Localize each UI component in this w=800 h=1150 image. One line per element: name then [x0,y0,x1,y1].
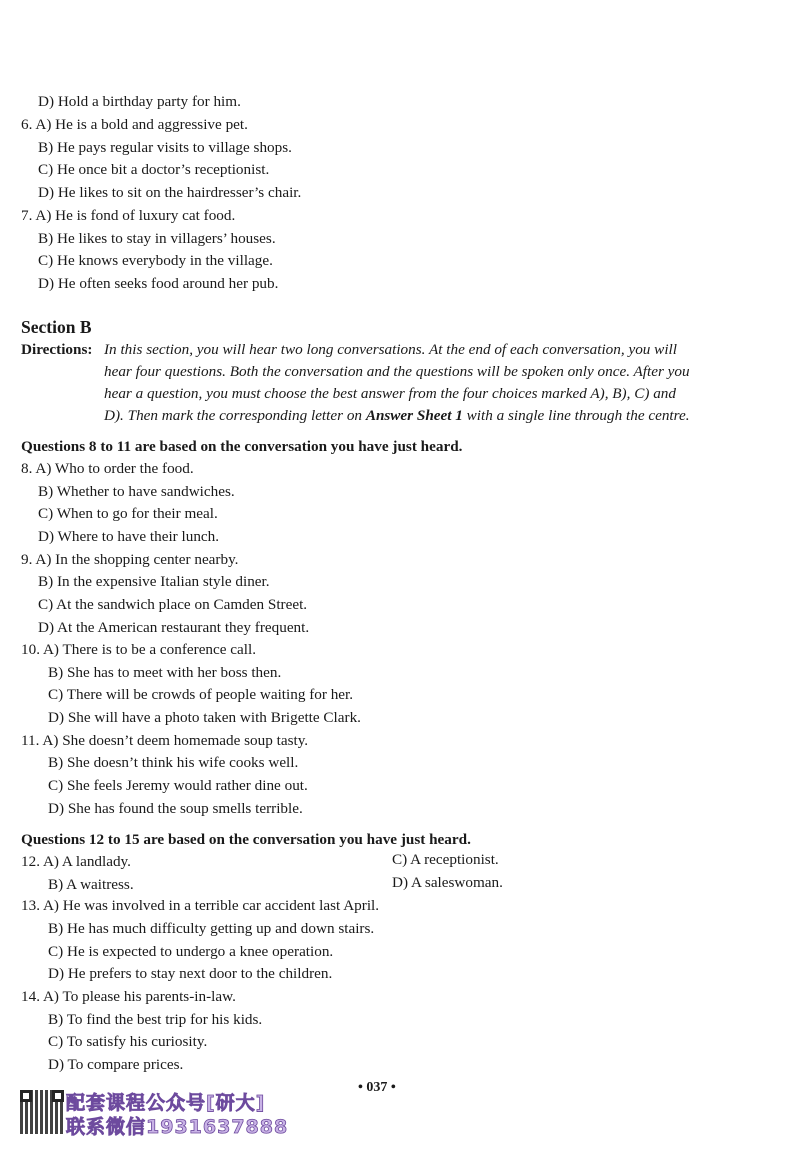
option-line: C) He is expected to undergo a knee operation. [48,943,334,960]
option-line: B) In the expensive Italian style diner. [38,573,270,590]
option-line: D) He prefers to stay next door to the children. [48,965,333,982]
directions-text: hear a question, you must choose the best answer from the four choices marked A), B), C) and [104,385,676,402]
directions-text: D). Then mark the corresponding letter on Answer Sheet 1 with a single line through the centre. [104,407,690,424]
option-line: B) He likes to stay in villagers’ houses. [38,230,276,247]
question-line: 8. A) Who to order the food. [21,460,194,477]
option-line: B) He has much difficulty getting up and down stairs. [48,920,375,937]
option-line: C) When to go for their meal. [38,505,218,522]
option-line: C) She feels Jeremy would rather dine out. [48,777,308,794]
question-line: 9. A) In the shopping center nearby. [21,551,239,568]
option-line: B) She doesn’t think his wife cooks well. [48,754,299,771]
question-group-header: Questions 8 to 11 are based on the conversation you have just heard. [21,438,463,455]
option-line: B) A waitress. [48,876,134,893]
option-line: D) A saleswoman. [392,874,503,891]
option-line: D) She has found the soup smells terrible. [48,800,303,817]
option-line: D) She will have a photo taken with Brigette Clark. [48,709,361,726]
question-line: 13. A) He was involved in a terrible car accident last April. [21,897,380,914]
option-line: C) A receptionist. [392,851,499,868]
option-line: C) There will be crowds of people waiting for her. [48,686,354,703]
question-line: 7. A) He is fond of luxury cat food. [21,207,236,224]
option-line: B) To find the best trip for his kids. [48,1011,263,1028]
question-group-header: Questions 12 to 15 are based on the conversation you have just heard. [21,831,471,848]
question-line: 10. A) There is to be a conference call. [21,641,257,658]
answer-sheet-ref: Answer Sheet 1 [365,407,463,424]
question-line: 14. A) To please his parents-in-law. [21,988,236,1005]
option-line: B) She has to meet with her boss then. [48,664,282,681]
option-line: C) At the sandwich place on Camden Street. [38,596,308,613]
page-number: • 037 • [358,1080,396,1095]
section-title: Section B [21,317,92,337]
directions-label: Directions: [21,341,93,358]
option-line: C) To satisfy his curiosity. [48,1033,208,1050]
watermark-line: 联系微信1931637888 [66,1116,289,1138]
directions-text: In this section, you will hear two long conversations. At the end of each conversation, you will [104,341,677,358]
option-line: B) Whether to have sandwiches. [38,483,235,500]
question-line: 11. A) She doesn’t deem homemade soup tasty. [21,732,309,749]
question-line: 6. A) He is a bold and aggressive pet. [21,116,248,133]
watermark-line: 配套课程公众号[研大] [66,1092,266,1114]
directions-text: hear four questions. Both the conversation and the questions will be spoken only once. After you [104,363,690,380]
option-line: D) To compare prices. [48,1056,184,1073]
option-line: C) He once bit a doctor’s receptionist. [38,161,270,178]
option-line: D) He likes to sit on the hairdresser’s chair. [38,184,302,201]
option-line: D) Hold a birthday party for him. [38,93,241,110]
option-line: D) He often seeks food around her pub. [38,275,279,292]
option-line: B) He pays regular visits to village shops. [38,139,292,156]
option-line: C) He knows everybody in the village. [38,252,273,269]
option-line: D) Where to have their lunch. [38,528,220,545]
qr-code-icon [20,1090,64,1134]
question-line: 12. A) A landlady. [21,853,131,870]
option-line: D) At the American restaurant they frequent. [38,619,310,636]
